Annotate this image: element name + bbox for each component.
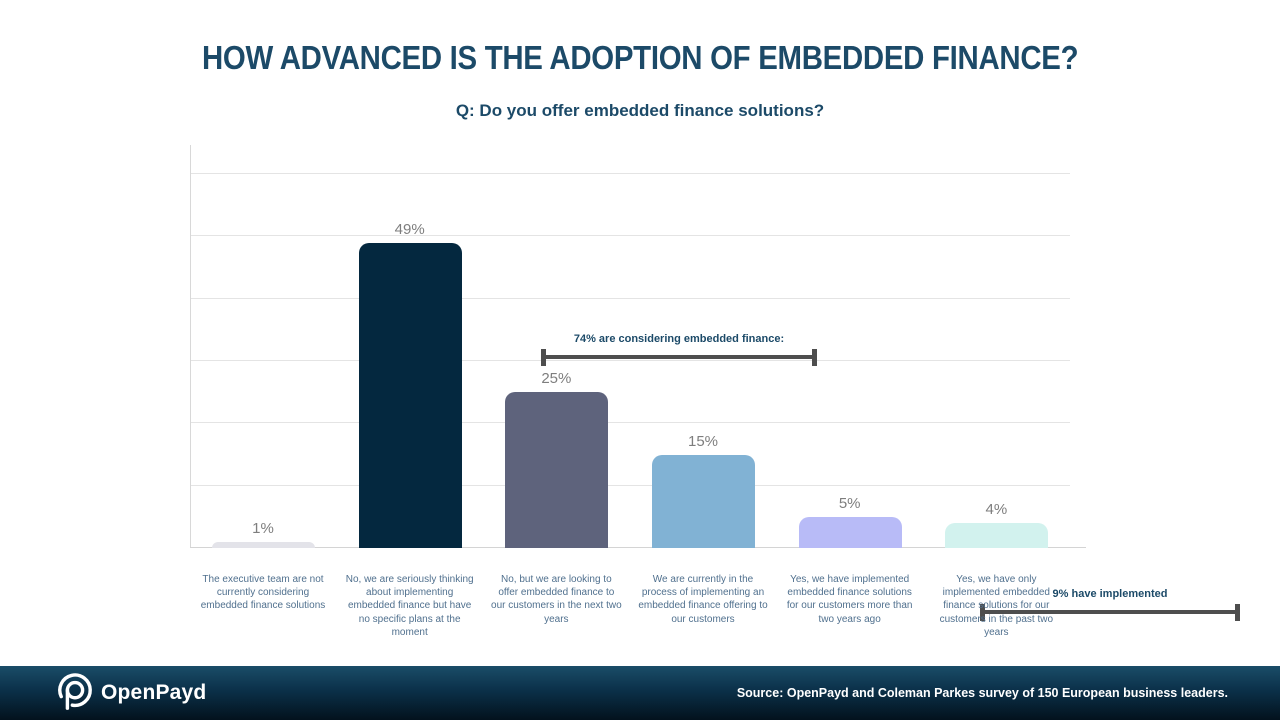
bar-3 bbox=[505, 392, 608, 548]
openpayd-logo-text: OpenPayd bbox=[101, 681, 207, 704]
bar-5 bbox=[799, 517, 902, 548]
bar-4 bbox=[652, 455, 755, 548]
bar-category-label-6: Yes, we have only implemented embedded finance solutions for our customers in the past two years bbox=[939, 574, 1054, 638]
bar-category-label-4: We are currently in the process of implementing an embedded finance offering to our customers bbox=[638, 574, 768, 625]
bar-column-2 bbox=[337, 145, 483, 638]
bar-2 bbox=[359, 243, 462, 548]
annotation-considering-text: 74% are considering embedded finance: bbox=[573, 333, 785, 345]
bar-column-3 bbox=[483, 145, 629, 625]
annotation-implemented-text: 9% have implemented bbox=[1052, 588, 1168, 600]
openpayd-logo bbox=[56, 671, 206, 715]
footer-bar bbox=[0, 666, 1280, 720]
openpayd-circle-p-icon bbox=[56, 671, 94, 715]
bar-value-label-5: 5% bbox=[838, 494, 861, 512]
page-title: HOW ADVANCED IS THE ADOPTION OF EMBEDDED FINANCE? bbox=[201, 39, 1079, 77]
bar-category-label-1: The executive team are not currently considering embedded finance solutions bbox=[200, 574, 326, 612]
bar-category-label-5: Yes, we have implemented embedded finance solutions for our customers more than two years ago bbox=[786, 574, 913, 625]
bar-1 bbox=[212, 542, 315, 548]
question-subtitle: Q: Do you offer embedded finance solutions? bbox=[455, 101, 825, 120]
bar-column-1 bbox=[190, 145, 336, 612]
source-text: Source: OpenPayd and Coleman Parkes survey of 150 European business leaders. bbox=[736, 686, 1228, 700]
bar-column-6 bbox=[923, 145, 1069, 638]
bar-value-label-3: 25% bbox=[541, 370, 572, 388]
bar-value-label-6: 4% bbox=[985, 501, 1008, 519]
bar-category-label-3: No, but we are looking to offer embedded finance to our customers in the next two years bbox=[491, 574, 622, 625]
bar-column-5 bbox=[777, 145, 923, 625]
bar-chart bbox=[190, 145, 1168, 638]
bar-6 bbox=[945, 523, 1048, 548]
bar-value-label-1: 1% bbox=[252, 519, 274, 537]
bar-category-label-2: No, we are seriously thinking about implementing embedded finance but have no specific plans at the moment bbox=[345, 574, 474, 638]
bar-value-label-2: 49% bbox=[394, 220, 425, 238]
bar-value-label-4: 15% bbox=[687, 432, 719, 450]
bar-column-4 bbox=[630, 145, 776, 625]
